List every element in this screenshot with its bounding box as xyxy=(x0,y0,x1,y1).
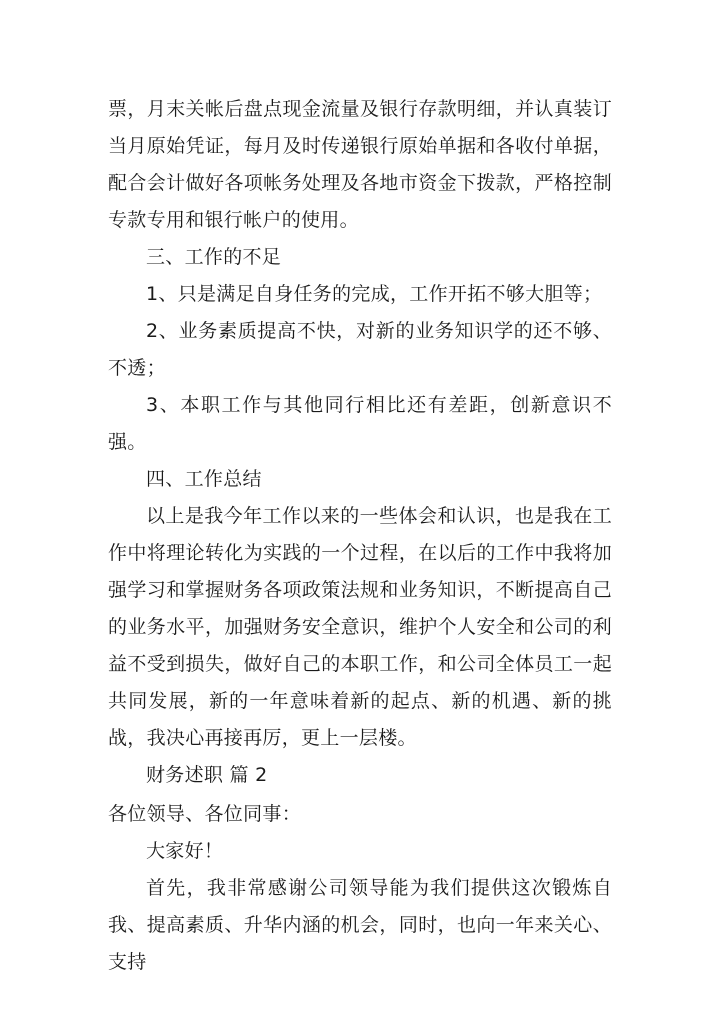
paragraph-summary: 以上是我今年工作以来的一些体会和认识，也是我在工作中将理论转化为实践的一个过程，在以后的工作中我将加强学习和掌握财务各项政策法规和业务知识，不断提高自己的业务水平，加强财务安全意识，维护个人安全和公司的利益不受到损失，做好自己的本职工作，和公司全体员工一起共同发展，新的一年意味着新的起点、新的机遇、新的挑战，我决心再接再厉，更上一层楼。 xyxy=(108,505,612,749)
salutation: 各位领导、各位同事： xyxy=(108,803,302,825)
paragraph-continuation: 票，月末关帐后盘点现金流量及银行存款明细，并认真装订当月原始凭证，每月及时传递银行原始单据和各收付单据，配合会计做好各项帐务处理及各地市资金下拨款，严格控制专款专用和银行帐户的使用。 xyxy=(108,98,612,231)
list-item-shortcoming-3: 3、本职工作与其他同行相比还有差距，创新意识不强。 xyxy=(108,394,612,453)
paragraph-opening: 首先，我非常感谢公司领导能为我们提供这次锻炼自我、提高素质、升华内涵的机会，同时，也向一年来关心、支持 xyxy=(108,877,612,973)
greeting: 大家好！ xyxy=(146,840,224,862)
section-heading-summary: 四、工作总结 xyxy=(146,468,262,490)
document-body xyxy=(108,91,612,981)
list-item-shortcoming-1: 1、只是满足自身任务的完成，工作开拓不够大胆等； xyxy=(146,283,603,305)
article-title-part-2: 财务述职 篇 2 xyxy=(146,764,268,786)
section-heading-shortcomings: 三、工作的不足 xyxy=(146,246,282,268)
list-item-shortcoming-2: 2、业务素质提高不快，对新的业务知识学的还不够、不透； xyxy=(108,320,612,379)
